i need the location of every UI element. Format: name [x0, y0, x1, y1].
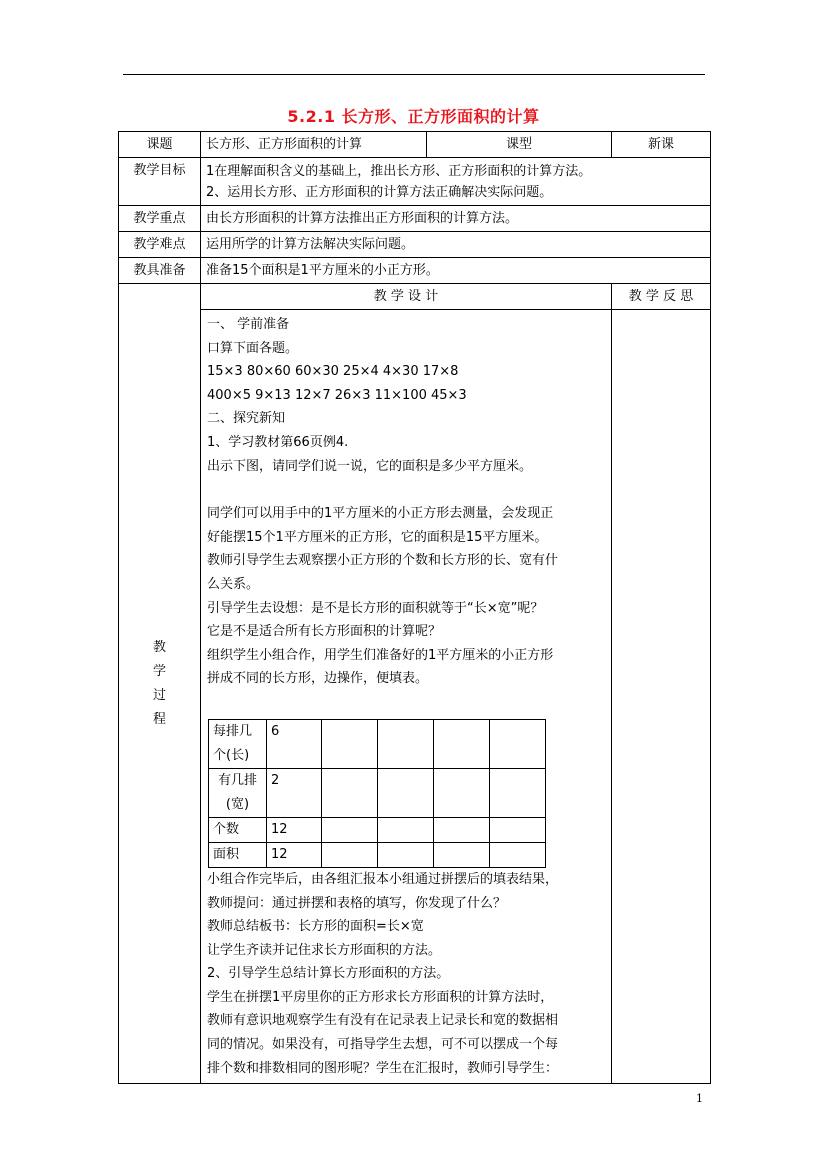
process-line: 引导学生去设想：是不是长方形的面积就等于“长×宽”呢？ [207, 600, 544, 616]
process-line: 学生在拼摆1平房里你的正方形求长方形面积的计算方法时， [207, 989, 554, 1005]
reflection-content [612, 310, 711, 1084]
cell-length-value: 6 [267, 719, 322, 768]
blank-cell [490, 768, 546, 817]
process-line: 二、探究新知 [207, 411, 286, 427]
cell-count-value: 12 [267, 817, 322, 842]
row-label-count: 个数 [209, 817, 267, 842]
blank-cell [378, 842, 434, 867]
process-line: 排个数和排数相同的图形呢？学生在汇报时，教师引导学生： [207, 1060, 559, 1076]
blank-cell [490, 817, 546, 842]
reflection-header: 教 学 反 思 [612, 284, 711, 310]
process-line: 2、引导学生总结计算长方形面积的方法。 [207, 966, 450, 982]
process-line: 教师引导学生去观察摆小正方形的个数和长方形的长、宽有什 [207, 553, 559, 569]
process-line: 同学们可以用手中的1平方厘米的小正方形去测量，会发现正 [207, 506, 554, 522]
page-number: 1 [696, 1092, 703, 1105]
process-line: 组织学生小组合作，用学生们准备好的1平方厘米的小正方形 [207, 647, 554, 663]
lesson-plan-table [118, 131, 711, 1084]
blank-cell [490, 842, 546, 867]
topic-label: 课题 [119, 132, 201, 158]
blank-cell [378, 817, 434, 842]
tools-label: 教具准备 [119, 258, 201, 284]
blank-cell [322, 719, 378, 768]
header-rule [123, 74, 705, 75]
goal-line-1: 1在理解面积含义的基础上，推出长方形、正方形面积的计算方法。 [206, 163, 592, 179]
process-line: 口算下面各题。 [207, 340, 299, 356]
blank-cell [434, 842, 490, 867]
blank-cell [490, 719, 546, 768]
process-line: 同的情况。如果没有，可指导学生去想，可不可以摆成一个每 [207, 1037, 559, 1053]
key-value: 由长方形面积的计算方法推出正方形面积的计算方法。 [201, 206, 711, 232]
blank-cell [378, 719, 434, 768]
cell-area-value: 12 [267, 842, 322, 867]
process-line: 好能摆15个1平方厘米的正方形，它的面积是15平方厘米。 [207, 529, 548, 545]
process-line: 400×5 9×13 12×7 26×3 11×100 45×3 [207, 387, 467, 403]
blank-cell [434, 768, 490, 817]
page-title: 5.2.1 长方形、正方形面积的计算 [287, 107, 540, 126]
process-line: 1、学习教材第66页例4. [207, 434, 349, 450]
type-value: 新课 [612, 132, 711, 158]
process-line: 小组合作完毕后，由各组汇报本小组通过拼摆后的填表结果， [207, 871, 559, 887]
cell-width-value: 2 [267, 768, 322, 817]
process-line: 一、 学前准备 [207, 317, 290, 332]
blank-line [207, 478, 605, 502]
type-label: 课型 [427, 132, 612, 158]
blank-cell [322, 817, 378, 842]
process-line: 教师总结板书：长方形的面积=长×宽 [207, 919, 424, 935]
difficulty-value: 运用所学的计算方法解决实际问题。 [201, 232, 711, 258]
design-header: 教 学 设 计 [201, 284, 612, 310]
blank-cell [378, 768, 434, 817]
goal-value [201, 158, 711, 206]
topic-value: 长方形、正方形面积的计算 [201, 132, 427, 158]
process-line: 它是不是适合所有长方形面积的计算呢？ [207, 624, 442, 640]
difficulty-label: 教学难点 [119, 232, 201, 258]
process-line: 教师提问：通过拼摆和表格的填写，你发现了什么？ [207, 895, 507, 911]
process-label: 教 学 过 程 [119, 284, 201, 1084]
goal-label: 教学目标 [119, 158, 201, 206]
row-label-width: 有几排 (宽) [209, 768, 267, 817]
process-line: 教师有意识地观察学生有没有在记录表上记录长和宽的数据相 [207, 1013, 559, 1029]
blank-cell [434, 719, 490, 768]
blank-cell [434, 817, 490, 842]
goal-line-2: 2、运用长方形、正方形面积的计算方法正确解决实际问题。 [206, 184, 553, 200]
process-line: 拼成不同的长方形，边操作，便填表。 [207, 671, 429, 687]
key-label: 教学重点 [119, 206, 201, 232]
fill-in-table [208, 719, 546, 868]
process-content [201, 310, 612, 1084]
blank-cell [322, 842, 378, 867]
process-line: 出示下图，请同学们说一说，它的面积是多少平方厘米。 [207, 458, 533, 474]
row-label-length: 每排几 个(长) [209, 719, 267, 768]
row-label-area: 面积 [209, 842, 267, 867]
blank-line [207, 691, 605, 717]
process-line: 让学生齐读并记住求长方形面积的方法。 [207, 942, 442, 958]
blank-cell [322, 768, 378, 817]
process-line: 15×3 80×60 60×30 25×4 4×30 17×8 [207, 364, 459, 380]
process-line: 么关系。 [207, 576, 260, 592]
tools-value: 准备15个面积是1平方厘米的小正方形。 [201, 258, 711, 284]
